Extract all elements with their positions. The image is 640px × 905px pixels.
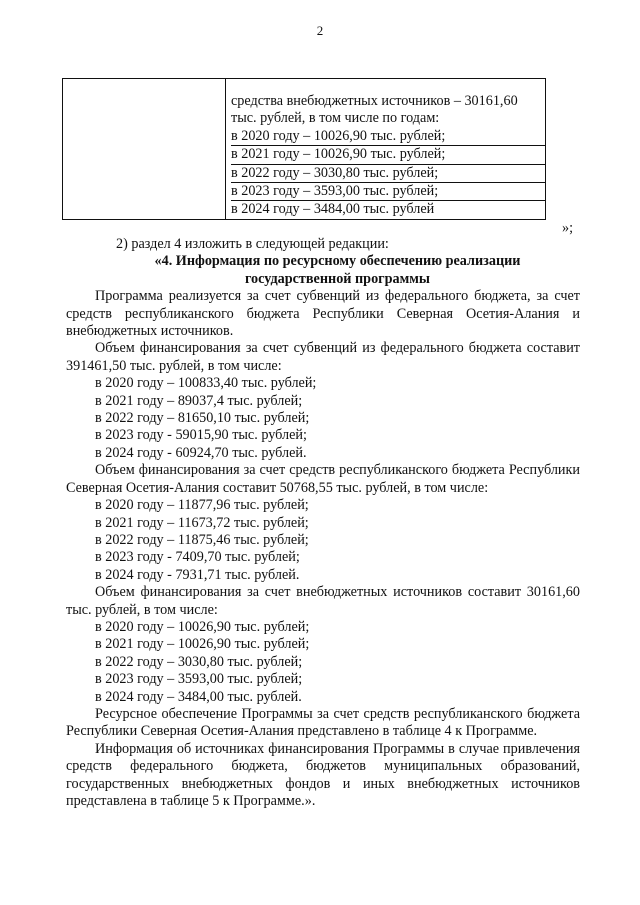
republican-year-2024: в 2024 году - 7931,71 тыс. рублей. <box>95 566 300 583</box>
extrabudgetary-year-2023: в 2023 году – 3593,00 тыс. рублей; <box>95 671 303 688</box>
document-body <box>66 236 580 810</box>
table-line: в 2023 году – 3593,00 тыс. рублей; <box>231 183 545 201</box>
table-line: тыс. рублей, в том числе по годам: <box>231 110 440 127</box>
paragraph-republican-funding: Объем финансирования за счет средств республиканского бюджета Республики Северная Осетия-Алания составит 50768,55 тыс. рублей, в том числе: <box>66 462 580 496</box>
paragraph-federal-funding: Объем финансирования за счет субвенций из федерального бюджета составит 391461,50 тыс. рублей, в том числе: <box>66 340 580 374</box>
federal-year-2024: в 2024 году - 60924,70 тыс. рублей. <box>95 444 307 461</box>
table-line: в 2024 году – 3484,00 тыс. рублей <box>231 201 435 218</box>
extrabudgetary-year-2020: в 2020 году – 10026,90 тыс. рублей; <box>95 618 310 635</box>
republican-year-2020: в 2020 году – 11877,96 тыс. рублей; <box>95 497 309 514</box>
table-line: в 2020 году – 10026,90 тыс. рублей; <box>231 128 545 146</box>
paragraph-table4-reference: Ресурсное обеспечение Программы за счет средств республиканского бюджета Республики Северная Осетия-Алания представлено в таблице 4 к Программе. <box>66 705 580 740</box>
extrabudgetary-year-2024: в 2024 году – 3484,00 тыс. рублей. <box>95 688 302 705</box>
federal-year-2023: в 2023 году - 59015,90 тыс. рублей; <box>95 427 307 444</box>
table-empty-cell <box>63 79 226 220</box>
extrabudgetary-year-2021: в 2021 году – 10026,90 тыс. рублей; <box>95 636 310 653</box>
page-number: 2 <box>316 23 324 38</box>
federal-year-2020: в 2020 году – 100833,40 тыс. рублей; <box>95 375 317 392</box>
paragraph-table5-reference: Информация об источниках финансирования Программы в случае привлечения средств федерального бюджета, бюджетов муниципальных образований, государственных внебюджетных фондов и иных внебюджетных источников представлена в таблице 5 к Программе.». <box>66 740 580 809</box>
funding-table-continuation <box>62 78 546 220</box>
table-funding-cell <box>226 79 546 220</box>
closing-quote: »; <box>562 220 574 236</box>
table-line: в 2022 году – 3030,80 тыс. рублей; <box>231 165 545 183</box>
federal-year-2022: в 2022 году – 81650,10 тыс. рублей; <box>95 410 310 427</box>
federal-year-2021: в 2021 году – 89037,4 тыс. рублей; <box>95 392 303 409</box>
paragraph-funding-sources: Программа реализуется за счет субвенций из федерального бюджета, за счет средств республиканского бюджета Республики Северная Осетия-Алания и внебюджетных источников. <box>66 288 580 340</box>
republican-year-2022: в 2022 году – 11875,46 тыс. рублей; <box>95 531 309 548</box>
amendment-intro: 2) раздел 4 изложить в следующей редакции: <box>116 236 389 252</box>
table-row <box>63 79 546 220</box>
extrabudgetary-year-2022: в 2022 году – 3030,80 тыс. рублей; <box>95 653 303 670</box>
republican-year-2023: в 2023 году - 7409,70 тыс. рублей; <box>95 549 300 566</box>
paragraph-extrabudgetary-funding: Объем финансирования за счет внебюджетных источников составит 30161,60 тыс. рублей, в том числе: <box>66 584 580 618</box>
section-heading-line1: «4. Информация по ресурсному обеспечению реализации <box>154 253 521 270</box>
table-line: средства внебюджетных источников – 30161,60 <box>231 93 518 109</box>
section-heading-line2: государственной программы <box>244 270 431 287</box>
table-line: в 2021 году – 10026,90 тыс. рублей; <box>231 146 545 164</box>
republican-year-2021: в 2021 году – 11673,72 тыс. рублей; <box>95 514 309 531</box>
